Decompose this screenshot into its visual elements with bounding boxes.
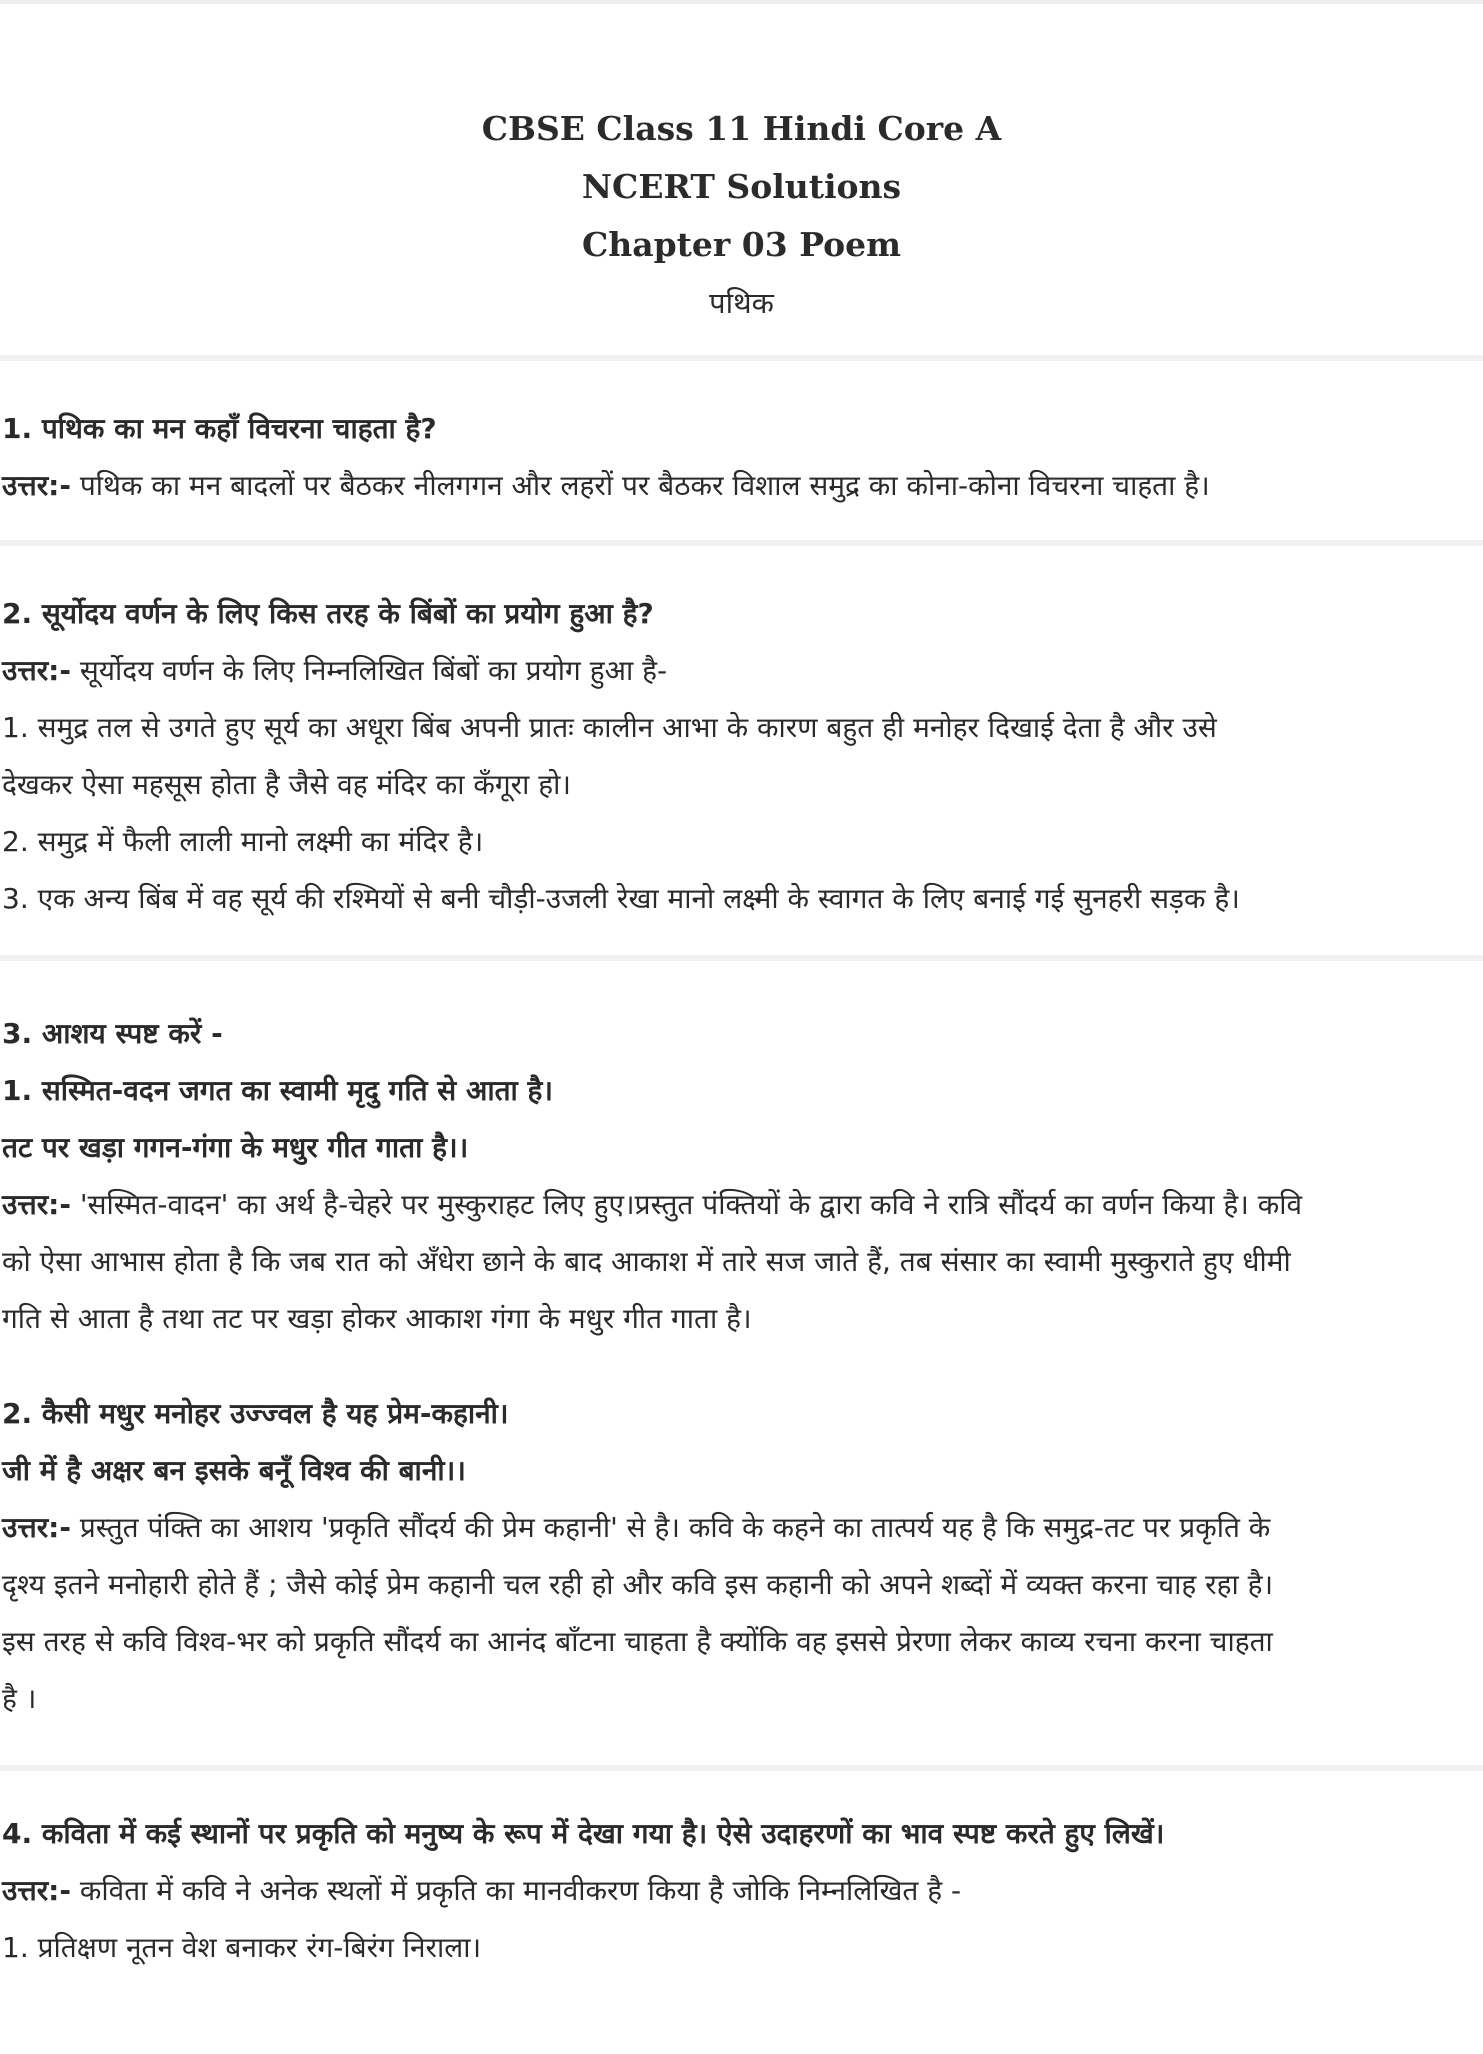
answer-label: उत्तर:- <box>2 469 71 502</box>
separator <box>0 540 1483 546</box>
header-subtitle: NCERT Solutions <box>581 167 902 206</box>
quote-2-line-2: जी में है अक्षर बन इसके बनूँ विश्व की बानी।। <box>2 1454 466 1487</box>
document-header <box>0 100 1483 332</box>
top-border <box>0 0 1483 4</box>
answer-3-1-cont: गति से आता है तथा तट पर खड़ा होकर आकाश गंगा के मधुर गीत गाता है। <box>2 1302 752 1335</box>
answer-4 <box>2 1862 1480 1919</box>
answer-2-point: 1. समुद्र तल से उगते हुए सूर्य का अधूरा बिंब अपनी प्रातः कालीन आभा के कारण बहुत ही मनोहर दिखाई देता है और उसे <box>2 711 1217 744</box>
answer-2-point: देखकर ऐसा महसूस होता है जैसे वह मंदिर का कँगूरा हो। <box>2 768 571 801</box>
answer-3-2-cont: दृश्य इतने मनोहारी होते हैं ; जैसे कोई प्रेम कहानी चल रही हो और कवि इस कहानी को अपने शब्दों में व्यक्त करना चाह रहा है। <box>2 1568 1274 1601</box>
answer-3-1-text: 'सस्मित-वादन' का अर्थ है-चेहरे पर मुस्कुराहट लिए हुए।प्रस्तुत पंक्तियों के द्वारा कवि ने रात्रि सौंदर्य का वर्णन किया है। कवि <box>70 1188 1303 1221</box>
quote-1-line-2: तट पर खड़ा गगन-गंगा के मधुर गीत गाता है।। <box>2 1131 469 1164</box>
answer-3-2-text: प्रस्तुत पंक्ति का आशय 'प्रकृति सौंदर्य की प्रेम कहानी' से है। कवि के कहने का तात्पर्य यह है कि समुद्र-तट पर प्रकृति के <box>70 1511 1271 1544</box>
separator <box>0 355 1483 361</box>
question-1: 1. पथिक का मन कहाँ विचरना चाहता है? <box>2 412 437 445</box>
question-3-block <box>2 1005 1480 1347</box>
question-4: 4. कविता में कई स्थानों पर प्रकृति को मनुष्य के रूप में देखा गया है। ऐसे उदाहरणों का भाव स्पष्ट करते हुए लिखें। <box>2 1817 1165 1850</box>
separator <box>0 1765 1483 1771</box>
question-3-2-block <box>2 1385 1480 1727</box>
header-title: CBSE Class 11 Hindi Core A <box>481 109 1002 148</box>
answer-2-text: सूर्योदय वर्णन के लिए निम्नलिखित बिंबों का प्रयोग हुआ है- <box>70 654 668 687</box>
answer-label: उत्तर:- <box>2 1511 71 1544</box>
header-poem-name: पथिक <box>709 286 774 320</box>
question-3: 3. आशय स्पष्ट करें - <box>2 1017 223 1050</box>
separator <box>0 955 1483 961</box>
answer-1-text: पथिक का मन बादलों पर बैठकर नीलगगन और लहरों पर बैठकर विशाल समुद्र का कोना-कोना विचरना चाहता है। <box>70 469 1210 502</box>
answer-1 <box>2 457 1480 514</box>
quote-1-line-1: 1. सस्मित-वदन जगत का स्वामी मृदु गति से आता है। <box>2 1074 554 1107</box>
question-2: 2. सूर्योदय वर्णन के लिए किस तरह के बिंबों का प्रयोग हुआ है? <box>2 597 654 630</box>
answer-3-2-cont: इस तरह से कवि विश्व-भर को प्रकृति सौंदर्य का आनंद बाँटना चाहता है क्योंकि वह इससे प्रेरणा लेकर काव्य रचना करना चाहता <box>2 1625 1273 1658</box>
question-4-block <box>2 1805 1480 1976</box>
answer-3-2-cont: है । <box>2 1682 37 1715</box>
answer-4-text: कविता में कवि ने अनेक स्थलों में प्रकृति का मानवीकरण किया है जोकि निम्नलिखित है - <box>70 1874 962 1907</box>
answer-2-point: 3. एक अन्य बिंब में वह सूर्य की रश्मियों से बनी चौड़ी-उजली रेखा मानो लक्ष्मी के स्वागत के लिए बनाई गई सुनहरी सड़क है। <box>2 882 1240 915</box>
answer-3-2 <box>2 1499 1480 1556</box>
answer-label: उत्तर:- <box>2 654 71 687</box>
header-chapter: Chapter 03 Poem <box>581 225 902 264</box>
answer-3-1 <box>2 1176 1480 1233</box>
answer-2 <box>2 642 1480 699</box>
quote-2-line-1: 2. कैसी मधुर मनोहर उज्ज्वल है यह प्रेम-कहानी। <box>2 1397 509 1430</box>
question-2-block <box>2 585 1480 927</box>
answer-2-point: 2. समुद्र में फैली लाली मानो लक्ष्मी का मंदिर है। <box>2 825 484 858</box>
answer-label: उत्तर:- <box>2 1874 71 1907</box>
answer-4-point: 1. प्रतिक्षण नूतन वेश बनाकर रंग-बिरंग निराला। <box>2 1931 482 1964</box>
answer-label: उत्तर:- <box>2 1188 71 1221</box>
answer-3-1-cont: को ऐसा आभास होता है कि जब रात को अँधेरा छाने के बाद आकाश में तारे सज जाते हैं, तब संसार का स्वामी मुस्कुराते हुए धीमी <box>2 1245 1291 1278</box>
question-1-block <box>2 400 1480 514</box>
